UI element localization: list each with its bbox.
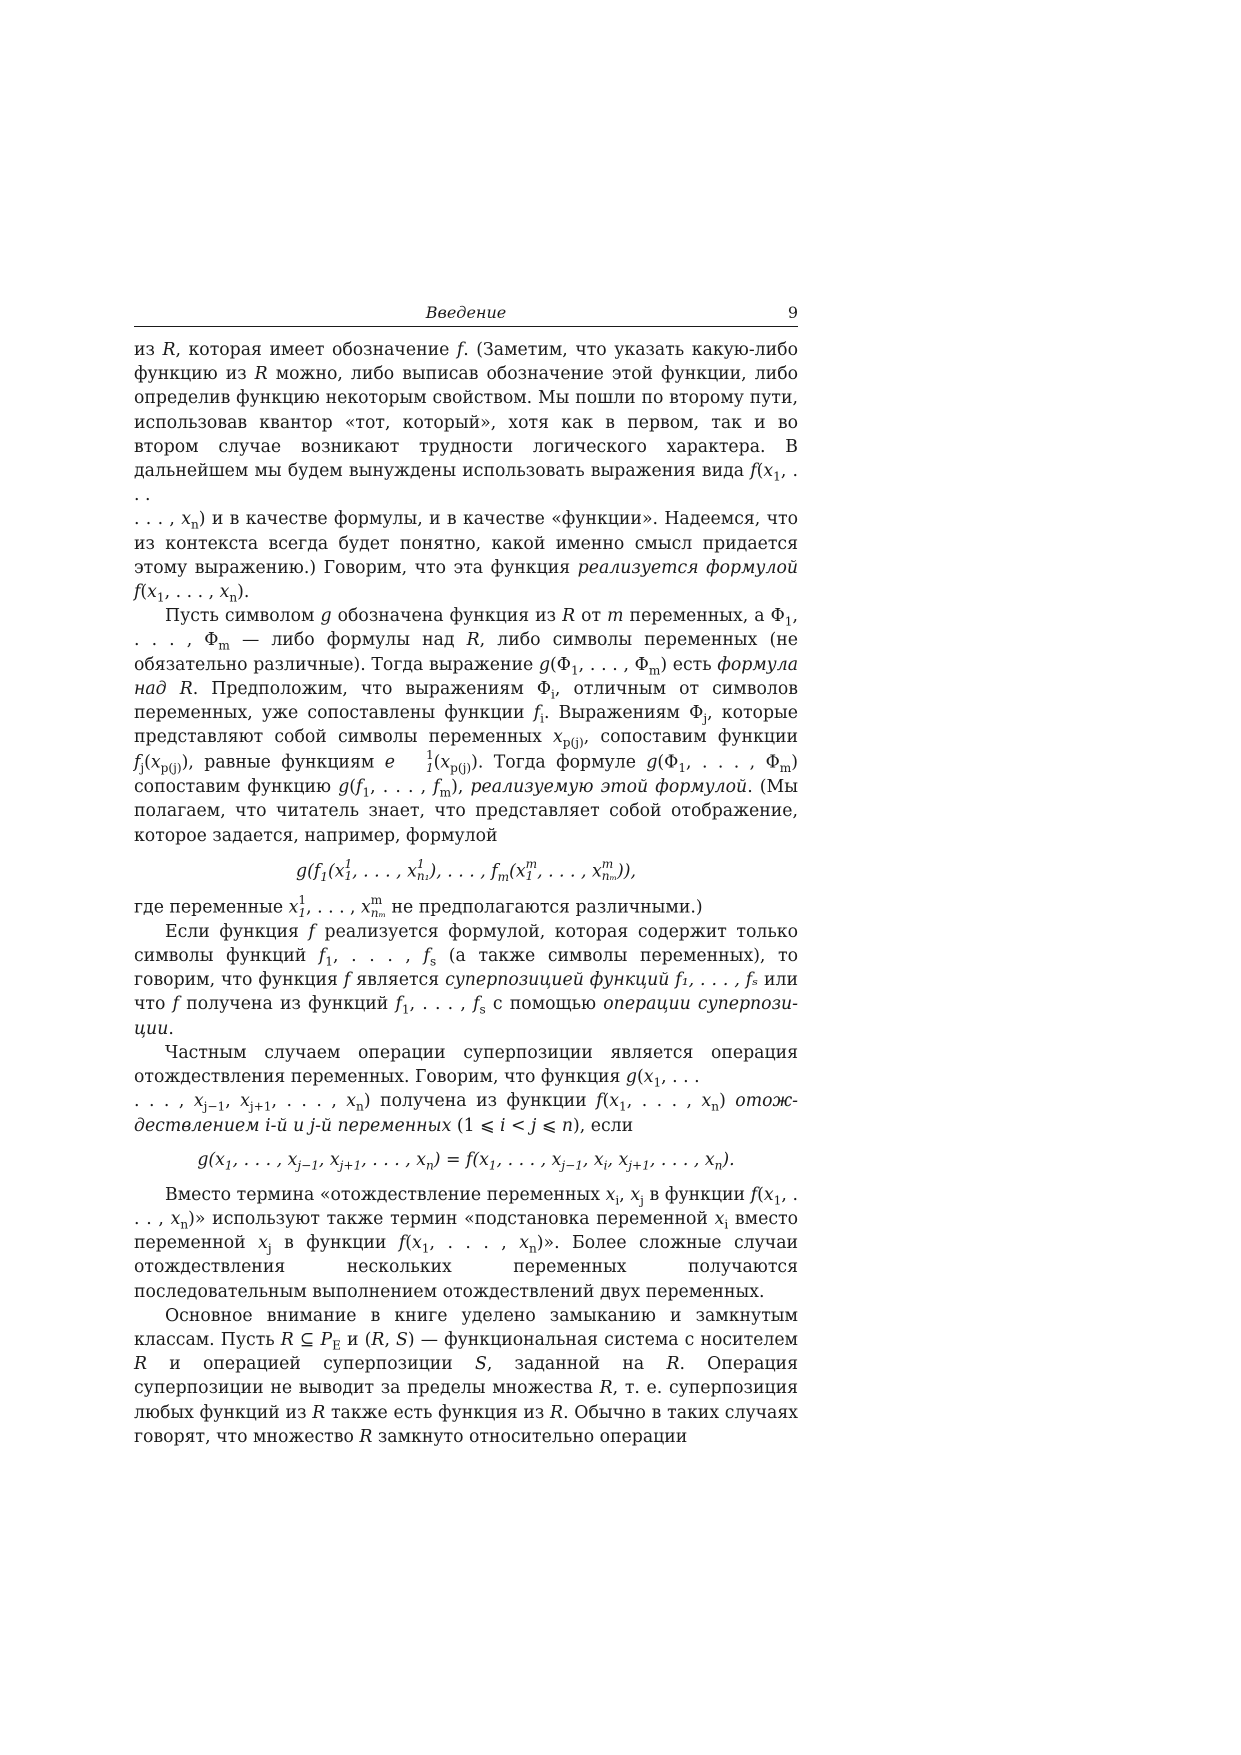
paragraph-2: Пусть символом g обозначена функция из R от m переменных, а $\Phi_1$, . . . , $\Phi_m$ — либо формулы над R, либо символы переменных (не обязательно различные). Тогда выражение $g(\Phi_1$, . . . , $\Phi_m$) есть формула над R. Предположим, что выражениям $\Phi_i$, отличным от символов переменных, уже сопоставлены функции $f_i$. Выражениям $\Phi_j$, которые представляют собой символы переменных $x_{p(j)}$, сопоставим функции $f_j(x_{p(j)})$, равные функциям e 1 1 $(x_{p(j)})$. Тогда формуле $g(\Phi_1$, . . . , $\Phi_m$) сопоставим функцию $g(f_1$, . . . , $f_m$), реализуемую этой формулой. (Мы полагаем, что читатель знает, что представляет собой отображение, которое задается, например, формулой — [134, 606, 799, 846]
paragraph-7: Основное внимание в книге уделено замыканию и замкнутым классам. Пусть R ⊆ $P_E$ и (R, S) — функциональная система с носителем R и операцией суперпозиции S, заданной на R. Операция суперпозиции не выводит за пределы множества R, т. е. суперпозиция любых функций из R также есть функция из R. Обычно в таких случаях говорят, что множество R замкнуто относительно операции — [134, 1305, 799, 1447]
page-number: 9 — [787, 303, 798, 322]
running-head — [134, 300, 798, 327]
paragraph-3: где переменные x 1 1 , . . . , x m nₘ не предполагаются различными.) — [134, 893, 703, 920]
running-title: Введение — [425, 303, 507, 322]
book-page — [134, 300, 798, 1449]
display-formula-1: $g(f_1(x$ 1 1 , . . . , x 1 n₁ ), . . . , $f_m(x$ m 1 , . . . , x m nₘ )), — [296, 856, 636, 884]
paragraph-1: из R, которая имеет обозначение f. (Заметим, что указать какую-либо функцию из R можно, либо выписав обозначение этой функции, либо определив функцию некоторым свойством. Мы пошли по второму пути, использовав квантор «тот, который», хотя как в первом, так и во втором случае возникают трудности логического характера. В дальнейшем мы будем вынуждены использовать выражения вида $f(x_1$, . . . . . . , $x_n$) и в качестве формулы, и в качестве «функции». Надеемся, что из контекста всегда будет понятно, какой именно смысл придается этому выражению.) Говорим, что эта функция реализуется формулой $f(x_1$, . . . , $x_n$). — [134, 340, 799, 605]
display-formula-2: $g(x_1$, . . . , $x_{j-1}$, $x_{j+1}$, . . . , $x_n) = f(x_1$, . . . , $x_{j-1}$, $x_i$, $x_{j+1}$, . . . , $x_n$). — [197, 1149, 735, 1173]
paragraph-5: Частным случаем операции суперпозиции является операция отождествления переменных. Говорим, что функция $g(x_1$, . . . . . . , $x_{j-1}$, $x_{j+1}$, . . . , $x_n$) получена из функции $f(x_1$, . . . , $x_n$) отождествлением i-й и j-й переменных (1 ⩽ i < j ⩽ n), если — [134, 1042, 798, 1136]
paragraph-4: Если функция f реализуется формулой, которая содержит только символы функций $f_1$, . . . , $f_s$ (а также символы переменных), то говорим, что функция f является суперпозицией функций f₁, . . . , fₛ или что f получена из функций $f_1$, . . . , $f_s$ с помощью операции суперпозиции. — [134, 921, 799, 1039]
body-text — [134, 338, 798, 1449]
paragraph-6: Вместо термина «отождествление переменных $x_i$, $x_j$ в функции $f(x_1$, . . . , $x_n$)» используют также термин «подстановка переменной $x_i$ вместо переменной $x_j$ в функции $f(x_1$, . . . , $x_n$)». Более сложные случаи отождествления нескольких переменных получаются последовательным выполнением отождествлений двух переменных. — [134, 1184, 799, 1302]
